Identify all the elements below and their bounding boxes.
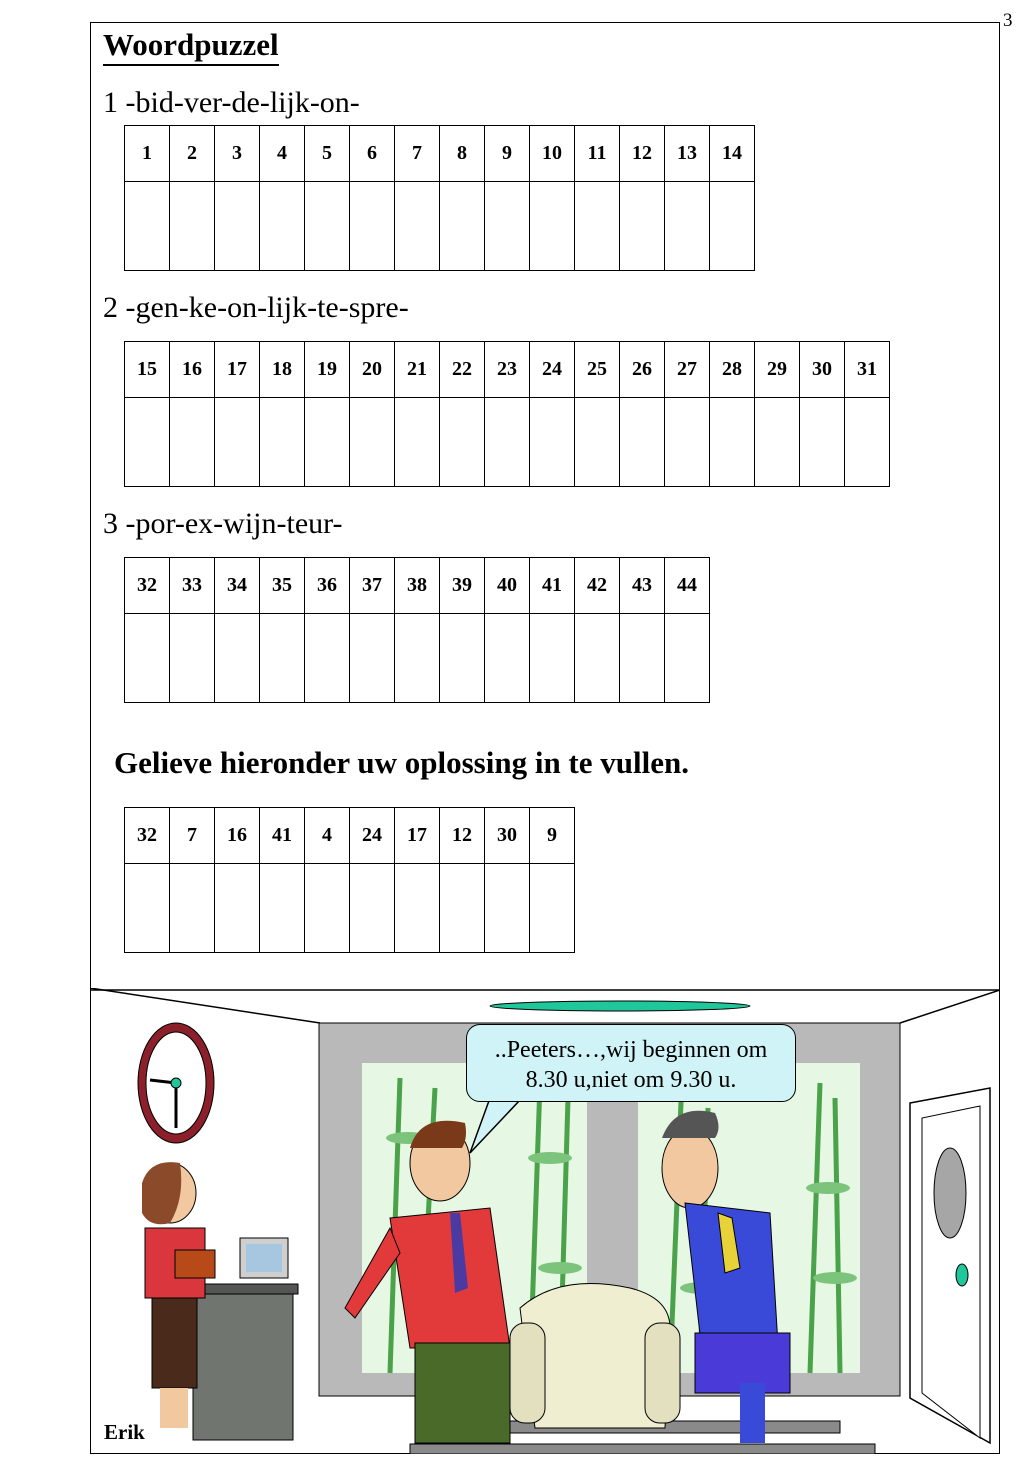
grid-number-cell: 24: [530, 342, 575, 398]
answer-cell[interactable]: [395, 398, 440, 487]
answer-cell[interactable]: [485, 864, 530, 953]
answer-cell[interactable]: [170, 864, 215, 953]
grid-number-cell: 11: [575, 126, 620, 182]
solution-grid: [124, 807, 575, 953]
grid-number-cell: 4: [260, 126, 305, 182]
grid-number-cell: 41: [260, 808, 305, 864]
grid-number-cell: 6: [350, 126, 395, 182]
grid-number-cell: 22: [440, 342, 485, 398]
answer-cell[interactable]: [215, 614, 260, 703]
answer-cell[interactable]: [125, 614, 170, 703]
door-knob: [956, 1264, 968, 1286]
answer-cell[interactable]: [395, 864, 440, 953]
grid-number-cell: 25: [575, 342, 620, 398]
grid-number-cell: 16: [170, 342, 215, 398]
puzzle-3-number-row: [125, 558, 710, 614]
grid-number-cell: 17: [215, 342, 260, 398]
grid-number-cell: 42: [575, 558, 620, 614]
answer-cell[interactable]: [260, 864, 305, 953]
wall-clock-icon: [138, 1023, 214, 1143]
grid-number-cell: 17: [395, 808, 440, 864]
grid-number-cell: 16: [215, 808, 260, 864]
grid-number-cell: 34: [215, 558, 260, 614]
solution-number-row: [125, 808, 575, 864]
grid-number-cell: 13: [665, 126, 710, 182]
answer-cell[interactable]: [170, 398, 215, 487]
grid-number-cell: 40: [485, 558, 530, 614]
grid-number-cell: 7: [170, 808, 215, 864]
grid-number-cell: 4: [305, 808, 350, 864]
answer-cell[interactable]: [125, 182, 170, 271]
answer-cell[interactable]: [575, 398, 620, 487]
grid-number-cell: 29: [755, 342, 800, 398]
puzzle-1-label: 1 -bid-ver-de-lijk-on-: [103, 86, 360, 119]
answer-cell[interactable]: [170, 182, 215, 271]
armchair: [510, 1284, 680, 1429]
grid-number-cell: 24: [350, 808, 395, 864]
grid-number-cell: 15: [125, 342, 170, 398]
puzzle-3-grid: [124, 557, 710, 703]
grid-number-cell: 30: [800, 342, 845, 398]
answer-cell[interactable]: [665, 398, 710, 487]
puzzle-2-grid: [124, 341, 890, 487]
grid-number-cell: 44: [665, 558, 710, 614]
answer-cell[interactable]: [575, 614, 620, 703]
answer-cell[interactable]: [620, 398, 665, 487]
grid-number-cell: 23: [485, 342, 530, 398]
grid-number-cell: 33: [170, 558, 215, 614]
grid-number-cell: 39: [440, 558, 485, 614]
answer-cell[interactable]: [305, 614, 350, 703]
answer-cell[interactable]: [305, 182, 350, 271]
speech-bubble-line-1: ..Peeters…,wij beginnen om: [494, 1037, 768, 1063]
ceiling-light: [490, 1001, 750, 1011]
puzzle-2-label: 2 -gen-ke-on-lijk-te-spre-: [103, 291, 409, 324]
grid-number-cell: 1: [125, 126, 170, 182]
artist-signature: Erik: [104, 1420, 145, 1444]
grid-number-cell: 20: [350, 342, 395, 398]
puzzle-3-answer-row: [125, 614, 710, 703]
answer-cell[interactable]: [800, 398, 845, 487]
answer-cell[interactable]: [440, 182, 485, 271]
grid-number-cell: 21: [395, 342, 440, 398]
speech-bubble-line-2: 8.30 u,niet om 9.30 u.: [525, 1067, 737, 1093]
grid-number-cell: 43: [620, 558, 665, 614]
answer-cell[interactable]: [395, 614, 440, 703]
grid-number-cell: 9: [485, 126, 530, 182]
answer-cell[interactable]: [395, 182, 440, 271]
puzzle-2-number-row: [125, 342, 890, 398]
answer-cell[interactable]: [350, 614, 395, 703]
answer-cell[interactable]: [755, 398, 800, 487]
answer-cell[interactable]: [530, 398, 575, 487]
answer-cell[interactable]: [125, 398, 170, 487]
answer-cell[interactable]: [530, 864, 575, 953]
answer-cell[interactable]: [620, 182, 665, 271]
grid-number-cell: 14: [710, 126, 755, 182]
grid-number-cell: 41: [530, 558, 575, 614]
answer-cell[interactable]: [260, 182, 305, 271]
page-number: 3: [1003, 10, 1013, 31]
grid-number-cell: 19: [305, 342, 350, 398]
grid-number-cell: 7: [395, 126, 440, 182]
answer-cell[interactable]: [710, 182, 755, 271]
speech-bubble: [466, 1024, 796, 1102]
grid-number-cell: 12: [620, 126, 665, 182]
answer-cell[interactable]: [485, 398, 530, 487]
grid-number-cell: 31: [845, 342, 890, 398]
answer-cell[interactable]: [665, 182, 710, 271]
answer-cell[interactable]: [350, 398, 395, 487]
grid-number-cell: 27: [665, 342, 710, 398]
grid-number-cell: 38: [395, 558, 440, 614]
grid-number-cell: 35: [260, 558, 305, 614]
puzzle-1-answer-row: [125, 182, 755, 271]
grid-number-cell: 2: [170, 126, 215, 182]
grid-number-cell: 36: [305, 558, 350, 614]
grid-number-cell: 32: [125, 558, 170, 614]
answer-cell[interactable]: [215, 182, 260, 271]
answer-cell[interactable]: [620, 614, 665, 703]
answer-cell[interactable]: [215, 864, 260, 953]
grid-number-cell: 37: [350, 558, 395, 614]
answer-cell[interactable]: [125, 864, 170, 953]
answer-cell[interactable]: [845, 398, 890, 487]
answer-cell[interactable]: [440, 864, 485, 953]
door-window: [934, 1148, 966, 1238]
answer-cell[interactable]: [575, 182, 620, 271]
solution-answer-row: [125, 864, 575, 953]
answer-cell[interactable]: [530, 614, 575, 703]
answer-cell[interactable]: [350, 182, 395, 271]
answer-cell[interactable]: [305, 398, 350, 487]
grid-number-cell: 18: [260, 342, 305, 398]
answer-cell[interactable]: [530, 182, 575, 271]
answer-cell[interactable]: [485, 182, 530, 271]
answer-cell[interactable]: [260, 614, 305, 703]
grid-number-cell: 30: [485, 808, 530, 864]
puzzle-1-number-row: [125, 126, 755, 182]
grid-number-cell: 26: [620, 342, 665, 398]
answer-cell[interactable]: [215, 398, 260, 487]
grid-number-cell: 10: [530, 126, 575, 182]
answer-cell[interactable]: [305, 864, 350, 953]
grid-number-cell: 28: [710, 342, 755, 398]
answer-cell[interactable]: [170, 614, 215, 703]
answer-cell[interactable]: [485, 614, 530, 703]
instruction-text: Gelieve hieronder uw oplossing in te vullen.: [114, 745, 689, 780]
answer-cell[interactable]: [260, 398, 305, 487]
grid-number-cell: 12: [440, 808, 485, 864]
puzzle-3-label: 3 -por-ex-wijn-teur-: [103, 507, 343, 540]
grid-number-cell: 3: [215, 126, 260, 182]
answer-cell[interactable]: [440, 614, 485, 703]
puzzle-1-grid: [124, 125, 755, 271]
answer-cell[interactable]: [665, 614, 710, 703]
answer-cell[interactable]: [350, 864, 395, 953]
grid-number-cell: 5: [305, 126, 350, 182]
page-title: Woordpuzzel: [103, 26, 279, 66]
grid-number-cell: 8: [440, 126, 485, 182]
grid-number-cell: 9: [530, 808, 575, 864]
grid-number-cell: 32: [125, 808, 170, 864]
answer-cell[interactable]: [440, 398, 485, 487]
answer-cell[interactable]: [710, 398, 755, 487]
puzzle-2-answer-row: [125, 398, 890, 487]
